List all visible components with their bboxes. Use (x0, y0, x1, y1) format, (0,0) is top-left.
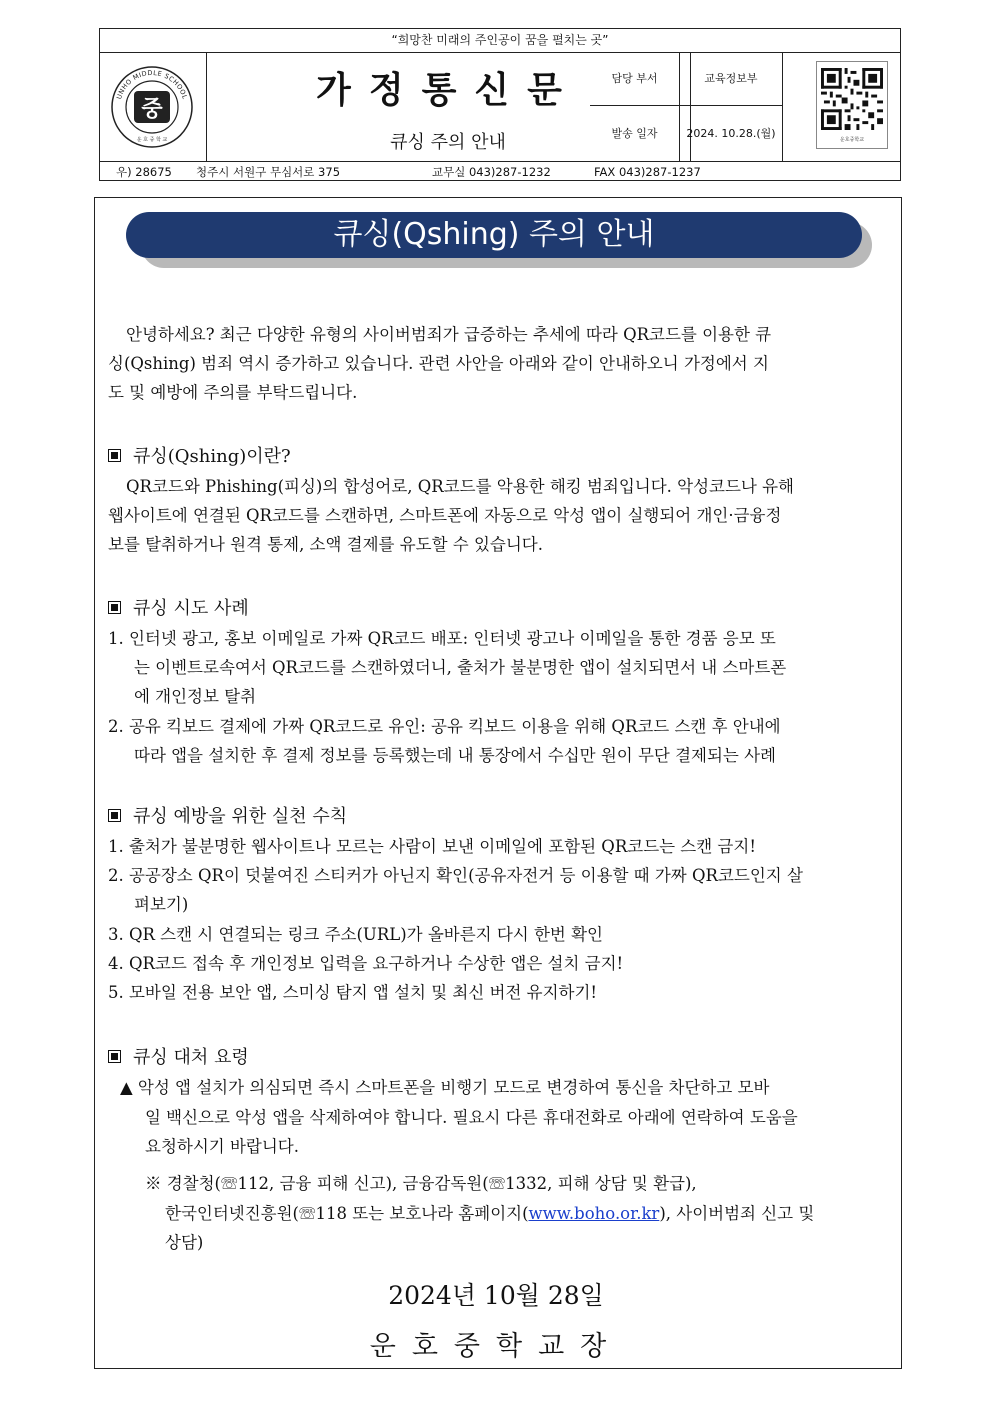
dept-label: 담당 부서 (590, 52, 680, 106)
list-item: 펴보기) (134, 895, 189, 914)
list-item: 따라 앱을 설치한 후 결제 정보를 등록했는데 내 통장에서 수십만 원이 무단 결제되는 사례 (134, 746, 776, 765)
checkbox-bullet-icon (108, 449, 121, 462)
contact-note: ※ 경찰청(☏112, 금융 피해 신고), 금융감독원(☏1332, 피해 상담 및 환급), (145, 1174, 697, 1193)
section-heading: 큐싱 시도 사례 (108, 594, 249, 620)
dept-value: 교육정보부 (680, 52, 783, 106)
list-item: 5. 모바일 전용 보안 앱, 스미싱 탐지 앱 설치 및 최신 버전 유지하기! (108, 983, 598, 1002)
seal-emblem-text: 중 (141, 97, 163, 122)
list-item: 2. 공공장소 QR이 덧붙여진 스티커가 아닌지 확인(공유자전거 등 이용할 때 가짜 QR코드인지 살 (108, 866, 803, 885)
page-subtitle: 큐싱 주의 안내 (390, 132, 506, 153)
section-heading: 큐싱 예방을 위한 실천 수칙 (108, 802, 347, 828)
contact-note: 상담) (165, 1233, 204, 1252)
send-date-label: 발송 일자 (590, 106, 680, 161)
body-line: 일 백신으로 악성 앱을 삭제하여야 합니다. 필요시 다른 휴대전화로 아래에 연락하여 도움을 (145, 1108, 798, 1127)
seal-bottom-text: 운 호 중 학 교 (136, 137, 168, 143)
checkbox-bullet-icon (108, 809, 121, 822)
boho-link[interactable]: www.boho.or.kr (528, 1204, 660, 1223)
section-heading: 큐싱 대처 요령 (108, 1043, 249, 1069)
list-item: 4. QR코드 접속 후 개인정보 입력을 요구하거나 수상한 앱은 설치 금지! (108, 954, 624, 973)
intro-line: 안녕하세요? 최근 다양한 유형의 사이버범죄가 급증하는 추세에 따라 QR코드를 이용한 큐 (126, 325, 772, 344)
qr-caption: 운호중학교 (839, 137, 865, 143)
closing-date: 2024년 10월 28일 (388, 1281, 604, 1310)
page-title: 가정통신문 (316, 70, 580, 111)
list-item: 2. 공유 킥보드 결제에 가짜 QR코드로 유인: 공유 킥보드 이용을 위해 QR코드 스캔 후 안내에 (108, 717, 781, 736)
qr-code[interactable] (816, 61, 888, 149)
body-line: 보를 탈취하거나 원격 통제, 소액 결제를 유도할 수 있습니다. (108, 535, 543, 554)
school-seal-icon (110, 65, 194, 149)
body-line: QR코드와 Phishing(피싱)의 합성어로, QR코드를 악용한 해킹 범죄입니다. 악성코드나 유해 (126, 477, 794, 496)
newsletter-header (99, 28, 901, 181)
qr-code-icon (821, 68, 883, 130)
send-date-value: 2024. 10.28.(월) (680, 106, 783, 161)
principal-signature: 운호중학교장 (369, 1331, 623, 1362)
body-line: 웹사이트에 연결된 QR코드를 스캔하면, 스마트폰에 자동으로 악성 앱이 실행되어 개인·금융정 (108, 506, 782, 525)
address-bar (100, 161, 900, 182)
list-item: 에 개인정보 탈취 (134, 687, 257, 706)
checkbox-bullet-icon (108, 1050, 121, 1063)
address-text: 청주시 서원구 무심서로 375 (196, 165, 341, 179)
list-item: 3. QR 스캔 시 연결되는 링크 주소(URL)가 올바른지 다시 한번 확인 (108, 925, 603, 944)
fax-text: FAX 043)287-1237 (594, 165, 701, 179)
notice-banner: 큐싱(Qshing) 주의 안내 (126, 212, 862, 258)
contact-note: 한국인터넷진흥원(☏118 또는 보호나라 홈페이지(www.boho.or.kr), 사이버범죄 신고 및 (165, 1204, 815, 1223)
list-item: 는 이벤트로속여서 QR코드를 스캔하였더니, 출처가 불분명한 앱이 설치되면서 내 스마트폰 (134, 658, 787, 677)
list-item: 1. 인터넷 광고, 홍보 이메일로 가짜 QR코드 배포: 인터넷 광고나 이메일을 통한 경품 응모 또 (108, 629, 776, 648)
school-motto: “희망찬 미래의 주인공이 꿈을 펼치는 곳” (100, 29, 900, 53)
body-line: ▲ 악성 앱 설치가 의심되면 즉시 스마트폰을 비행기 모드로 변경하여 통신을 차단하고 모바 (120, 1078, 770, 1097)
list-item: 1. 출처가 불분명한 웹사이트나 모르는 사람이 보낸 이메일에 포함된 QR코드는 스캔 금지! (108, 837, 756, 856)
logo-cell (100, 52, 207, 161)
checkbox-bullet-icon (108, 601, 121, 614)
phone-text: 교무실 043)287-1232 (432, 165, 551, 179)
section-heading: 큐싱(Qshing)이란? (108, 442, 291, 468)
intro-line: 도 및 예방에 주의를 부탁드립니다. (108, 383, 358, 402)
intro-line: 싱(Qshing) 범죄 역시 증가하고 있습니다. 관련 사안을 아래와 같이 안내하오니 가정에서 지 (108, 354, 769, 373)
svg-text:UNHO MIDDLE SCHOOL: UNHO MIDDLE SCHOOL (115, 68, 189, 101)
address-zip: 우) 28675 (116, 165, 172, 179)
body-line: 요청하시기 바랍니다. (145, 1137, 299, 1156)
